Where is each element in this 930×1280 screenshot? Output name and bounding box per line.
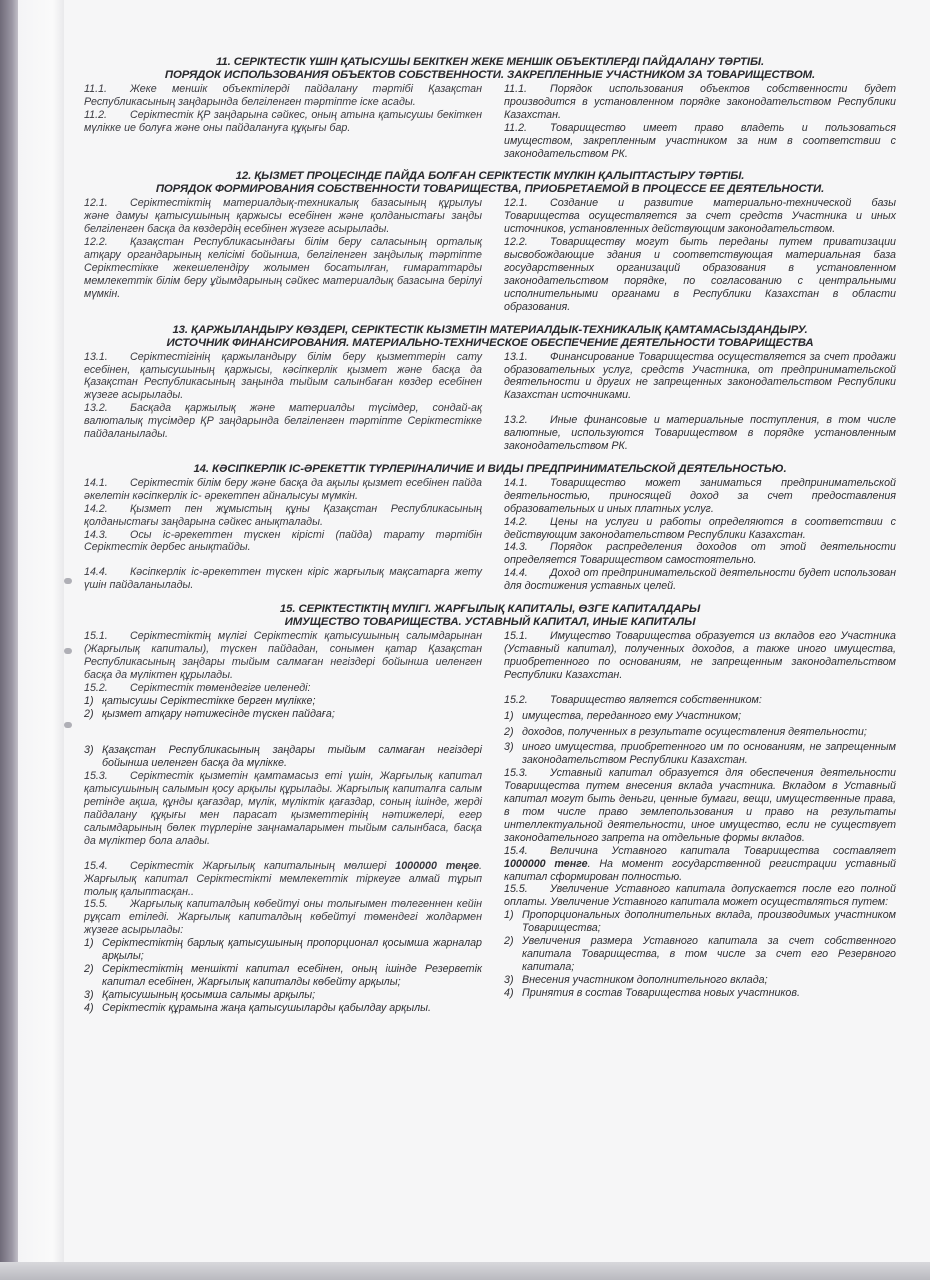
- clause-text: Пропорциональных дополнительных вклада, производимых участником Товарищества;: [522, 909, 896, 935]
- clause-number: 15.5.: [504, 883, 528, 896]
- column-kazakh: [84, 197, 482, 313]
- clause: [504, 630, 896, 682]
- clause-text: Серіктестік білім беру және басқа да ақылы қызмет есебінен пайда әкелетін кәсіпкерлік іс- әрекетпен айналысуы мүмкін.: [84, 476, 482, 502]
- clause: [84, 566, 482, 592]
- section-14: [84, 463, 896, 593]
- clause: [504, 83, 896, 122]
- clause: [504, 351, 896, 403]
- clause-text: Доход от предпринимательской деятельности будет использован для достижения уставных целей.: [504, 567, 896, 593]
- section-11: [84, 56, 896, 160]
- clause-text: Иные финансовые и материальные поступления, в том числе валютные, используются Товариществом в порядке установленным законодательством РК.: [504, 414, 896, 453]
- clause: [504, 694, 896, 707]
- clause-number: 15.4.: [84, 859, 108, 872]
- list-item: [504, 741, 896, 767]
- clause-number: 2): [504, 935, 514, 948]
- clause: [504, 567, 896, 593]
- clause-text: Товарищество имеет право владеть и пользоваться имуществом, закрепленным участником за ним в соответствии с законодательством РК.: [504, 121, 896, 160]
- list-item: [84, 744, 482, 770]
- section-15: [84, 603, 896, 1014]
- clause: [504, 516, 896, 542]
- section-title: 14. КӘСІПКЕРЛІК ІС-ӘРЕКЕТТІК ТҮРЛЕРІ/НАЛИЧИЕ И ВИДЫ ПРЕДПРИНИМАТЕЛЬСКОЙ ДЕЯТЕЛЬНОСТЬЮ.: [193, 462, 787, 475]
- clause: [84, 630, 482, 682]
- clause-text: Серіктестік төмендегіге иеленеді:: [130, 681, 311, 694]
- section-12: [84, 170, 896, 313]
- column-russian: [504, 630, 896, 1014]
- clause-number: 14.3.: [84, 528, 108, 541]
- document-content: [84, 56, 896, 1025]
- clause-number: 2): [84, 962, 94, 975]
- clause-text: иного имущества, приобретенного им по основаниям, не запрещенным законодательством Республики Казахстан.: [522, 741, 896, 767]
- list-item: [504, 710, 896, 723]
- clause: [84, 402, 482, 441]
- clause-number: 14.4.: [84, 566, 108, 579]
- clause-text: Увеличения размера Уставного капитала за счет собственного капитала Товарищества, в том числе за счет его Резервного капитала;: [522, 935, 896, 973]
- clause: [504, 845, 896, 884]
- clause: [504, 541, 896, 567]
- clause: [84, 529, 482, 555]
- clause-text: . На момент государственной регистрации уставный капитал сформирован полностью.: [504, 857, 896, 883]
- clause-text: Создание и развитие материально-технической базы Товарищества осуществляется за счет средств Участника и иных источников, установленных действующим законодательством.: [504, 197, 896, 236]
- list-item: [84, 963, 482, 989]
- clause-number: 14.2.: [84, 502, 108, 515]
- punch-hole-mark: [64, 578, 72, 584]
- clause: [504, 767, 896, 844]
- clause-number: 4): [84, 1001, 94, 1014]
- clause-number: 2): [84, 707, 94, 720]
- list-item: [504, 974, 896, 987]
- clause-text: Товарищество является собственником:: [550, 693, 762, 706]
- clause-text: Серіктестіктің барлық қатысушының пропорционал қосымша жарналар арқылы;: [102, 937, 482, 963]
- clause: [84, 682, 482, 695]
- clause-number: 1): [504, 909, 514, 922]
- clause-number: 1): [84, 694, 94, 707]
- clause-number: 13.1.: [504, 350, 528, 363]
- column-kazakh: [84, 630, 482, 1014]
- clause: [84, 83, 482, 109]
- clause-number: 13.2.: [84, 402, 108, 415]
- clause-text: . Жарғылық капитал Серіктестікті мемлекеттік тіркеуге алмай тұрып толық қалыптасқан..: [84, 859, 483, 898]
- clause-number: 1): [504, 709, 514, 722]
- clause-text: Кәсіпкерлік іс-әрекеттен түскен кіріс жарғылық мақсатарға жету үшін пайдаланылады.: [84, 566, 482, 592]
- clause-text: Увеличение Уставного капитала допускается после его полной оплаты. Увеличение Уставного капитала может осуществляться путем:: [504, 883, 896, 909]
- clause-number: 3): [84, 744, 94, 757]
- clause-text: Жеке меншік объектілерді пайдалану тәртібі Қазақстан Республикасының заңдарында белгіленген тәртіпте іске асады.: [84, 83, 482, 108]
- clause-text: қатысушы Серіктестікке берген мүлікке;: [102, 694, 316, 707]
- capital-amount: 1000000 теңге: [395, 859, 480, 872]
- column-russian: [504, 197, 896, 313]
- clause-text: Қызмет пен жұмыстың құны Қазақстан Республикасының қолданыстағы заңдарына сәйкес анықталады.: [84, 502, 482, 528]
- column-russian: [504, 351, 896, 453]
- clause-text: Цены на услуги и работы определяются в соответствии с действующим законодательством Республики Казахстан.: [504, 515, 896, 541]
- clause-number: 14.1.: [504, 476, 528, 489]
- clause: [84, 503, 482, 529]
- clause-text: қызмет атқару нәтижесінде түскен пайдаға;: [102, 707, 335, 720]
- clause-text: Қатысушының қосымша салымы арқылы;: [102, 988, 316, 1001]
- clause-number: 14.2.: [504, 515, 528, 528]
- clause-number: 12.1.: [504, 197, 528, 210]
- clause-text: Серіктестік қызметін қамтамасыз еті үшін, Жарғылық капитал қатысушының салымын қосу арқылы құрылады. Жарғылық капиталға салым ретінде ақша, құнды қағаздар, мүлік, мүліктік қағаздар, соның ішінде, жерді пайдалану құқығы мен парасат қызметтерінің нәтижелері, егер салымдарының бөлек түрлеріне заңнамаларымен тыйым салынбаса, басқа да мүліктер бола алады.: [84, 770, 482, 847]
- clause-number: 12.1.: [84, 197, 108, 210]
- section-title-kk: 13. ҚАРЖЫЛАНДЫРУ КӨЗДЕРІ, СЕРІКТЕСТІК КЫЗМЕТІН МАТЕРИАЛДЫК-ТЕХНИКАЛЫҚ ҚАМТАМАСЫЗДАНДЫРУ.: [172, 323, 808, 336]
- list-item: [84, 989, 482, 1002]
- clause-text: Уставный капитал образуется для обеспечения деятельности Товарищества путем внесения вклада участника. Вкладом в Уставный капитал могут быть деньги, ценные бумаги, вещи, имущественные права, в том числе право землепользования и право на результаты интеллектуальной деятельности, иное имущество, если не существует законодательного запрета на отдельные формы вкладов.: [504, 767, 896, 844]
- clause-text: Финансирование Товарищества осуществляется за счет продажи образовательных услуг, средств Участника, от предпринимательской деятельности и других не запрещенных законодательством Республики Казахстан источниками.: [504, 350, 896, 402]
- section-title-kk: 11. СЕРІКТЕСТІК ҮШІН ҚАТЫСУШЫ БЕКІТКЕН ЖЕКЕ МЕНШІК ОБЪЕКТІЛЕРДІ ПАЙДАЛАНУ ТӘРТІБІ.: [215, 56, 765, 68]
- binding-edge: [0, 0, 20, 1280]
- section-title-kk: 15. СЕРІКТЕСТІКТІҢ МҮЛІГІ. ЖАРҒЫЛЫҚ КАПИТАЛЫ, ӨЗГЕ КАПИТАЛДАРЫ: [279, 603, 701, 616]
- clause-number: 15.2.: [504, 693, 528, 706]
- clause-number: 3): [504, 741, 514, 754]
- section-title-ru: ПОРЯДОК ИСПОЛЬЗОВАНИЯ ОБЪЕКТОВ СОБСТВЕННОСТИ. ЗАКРЕПЛЕННЫЕ УЧАСТНИКОМ ЗА ТОВАРИЩЕСТВОМ.: [164, 69, 816, 81]
- clause-text: Серіктестіктің материалдық-техникалық базасының құрылуы және дамуы қатысушының қаржысы есебінен және қолданыстағы заңды белгіленген басқа да көздердің есебінен жүзеге асырылады.: [84, 197, 482, 236]
- clause: [84, 351, 482, 403]
- clause-number: 11.1.: [504, 83, 527, 95]
- clause-text: имущества, переданного ему Участником;: [522, 709, 742, 722]
- clause-text: Серіктестіктің мүлігі Серіктестік қатысушының салымдарынан (Жарғылық капиталы), түскен пайдадан, сонымен қатар Қазақстан Республикасының заңдары тыйым салмаған негіздері бойынша иеленген басқа да мүліктен құрылады.: [84, 630, 482, 681]
- clause-number: 2): [504, 725, 514, 738]
- clause-text: доходов, полученных в результате осуществления деятельности;: [522, 725, 867, 738]
- list-item: [84, 695, 482, 708]
- clause-text: Серіктестік ҚР заңдарына сәйкес, оның атына қатысушы бекіткен мүлікке ие болуға және оны пайдалануға құқығы бар.: [84, 108, 482, 134]
- clause-text: Қазақстан Республикасындағы білім беру саласының орталық атқару органдарының келісімі бойынша, белгіленген заңдылық тәртіпте Серіктестікке жекешелендіру жолымен босатылған, ғимараттарды мемлекеттік білім беру ұйымдарының сәйкес материалдық базасына берілуі мүмкін.: [84, 236, 482, 300]
- clause-number: 14.4.: [504, 567, 528, 580]
- punch-hole-mark: [64, 722, 72, 728]
- clause-number: 3): [84, 988, 94, 1001]
- clause: [84, 770, 482, 847]
- clause-text: Величина Уставного капитала Товарищества составляет: [550, 844, 896, 857]
- clause: [504, 883, 896, 909]
- punch-hole-mark: [64, 648, 72, 654]
- column-kazakh: [84, 477, 482, 593]
- clause: [84, 197, 482, 236]
- clause: [504, 414, 896, 453]
- clause-text: Серіктестік құрамына жаңа қатысушыларды қабылдау арқылы.: [102, 1001, 431, 1014]
- clause-number: 14.3.: [504, 541, 528, 554]
- clause-number: 15.1.: [84, 630, 108, 643]
- column-russian: [504, 477, 896, 593]
- list-item: [504, 726, 896, 739]
- clause: [504, 197, 896, 236]
- underlying-page-edge: [18, 0, 69, 1268]
- clause-number: 11.2.: [504, 121, 527, 134]
- clause: [504, 122, 896, 161]
- clause-number: 11.1.: [84, 83, 107, 95]
- clause-number: 13.1.: [84, 350, 108, 363]
- list-item: [504, 935, 896, 974]
- clause-text: Порядок использования объектов собственности будет производится в установленном порядке законодательством Республики Казахстан.: [504, 83, 896, 121]
- list-item: [84, 937, 482, 963]
- clause-text: Серіктестіктің меншікті капитал есебінен, оның ішінде Резерветік капитал есебінен, Жарғылық капиталды көбейту арқылы;: [102, 962, 482, 988]
- clause-text: Принятия в состав Товарищества новых участников.: [522, 986, 800, 999]
- column-russian: [504, 83, 896, 160]
- clause-number: 3): [504, 973, 514, 986]
- clause-number: 12.2.: [504, 236, 528, 249]
- clause: [504, 477, 896, 516]
- clause-number: 15.3.: [84, 770, 108, 783]
- clause: [84, 860, 482, 899]
- section-title-ru: ИСТОЧНИК ФИНАНСИРОВАНИЯ. МАТЕРИАЛЬНО-ТЕХНИЧЕСКОЕ ОБЕСПЕЧЕНИЕ ДЕЯТЕЛЬНОСТИ ТОВАРИЩЕСТВА: [166, 336, 814, 349]
- clause-text: Внесения участником дополнительного вклада;: [522, 973, 768, 986]
- column-kazakh: [84, 83, 482, 160]
- clause-number: 11.2.: [84, 108, 107, 121]
- bottom-shadow: [0, 1262, 930, 1280]
- list-item: [504, 909, 896, 935]
- section-13: [84, 324, 896, 453]
- clause-text: Товариществу могут быть переданы путем приватизации высвобождающие здания и соответствующая материальная база государственных организаций образования в установленном законодательством порядке, по согласованию с центральными исполнительными органами в Республики Казахстан в области образования.: [504, 236, 896, 313]
- clause: [84, 898, 482, 937]
- clause: [504, 236, 896, 313]
- section-title-ru: ПОРЯДОК ФОРМИРОВАНИЯ СОБСТВЕННОСТИ ТОВАРИЩЕСТВА, ПРИОБРЕТАЕМОЙ В ПРОЦЕССЕ ЕЕ ДЕЯТЕЛЬНОСТИ.: [155, 183, 825, 196]
- clause-number: 13.2.: [504, 414, 528, 427]
- column-kazakh: [84, 351, 482, 453]
- clause-number: 15.2.: [84, 681, 108, 694]
- clause-number: 15.1.: [504, 630, 528, 643]
- list-item: [84, 1002, 482, 1015]
- section-title-ru: ИМУЩЕСТВО ТОВАРИЩЕСТВА. УСТАВНЫЙ КАПИТАЛ, ИНЫЕ КАПИТАЛЫ: [284, 616, 696, 629]
- clause-number: 15.3.: [504, 767, 528, 780]
- list-item: [504, 987, 896, 1000]
- clause-text: Имущество Товарищества образуется из вкладов его Участника (Уставный капитал), полученных доходов, а также иного имущества, приобретенного по основаниям, не запрещенным законодательством Республики Казахстан.: [504, 630, 896, 681]
- clause-text: Товарищество может заниматься предпринимательской деятельностью, приносящей доход за счет предоставления образовательных и иных платных услуг.: [504, 476, 896, 515]
- clause-text: Жарғылық капиталдың көбейтуі оны толығымен төлегеннен кейін рұқсат етіледі. Жарғылық капиталдың көбейтуі төмендегі жолдармен жүзеге асырылады:: [84, 898, 482, 937]
- clause-text: Серіктестігінің қаржыландыру білім беру қызметтерін сату есебінен, қатысушының қаржысы, кәсіпкерлік қызмет және басқа да Қазақстан Республикасының заңында тыйым салынбаған көздер есебінен жүзеге асырылады.: [84, 350, 482, 402]
- list-item: [84, 708, 482, 721]
- clause-number: 4): [504, 986, 514, 999]
- clause-text: Басқада қаржылық және материалды түсімдер, сондай-ақ валюталық түсімдер ҚР заңдарында белгіленген тәртіпте Серіктестікке пайдаланылады.: [84, 402, 482, 441]
- clause-number: 15.4.: [504, 844, 528, 857]
- clause-text: Осы іс-әрекеттен түскен кірісті (пайда) тарату тәртібін Серіктестік дербес анықтайды.: [84, 528, 482, 554]
- section-title-kk: 12. ҚЫЗМЕТ ПРОЦЕСІНДЕ ПАЙДА БОЛҒАН СЕРІКТЕСТІК МҮЛКІН ҚАЛЫПТАСТЫРУ ТӘРТІБІ.: [235, 170, 745, 183]
- capital-amount: 1000000 тенге: [504, 857, 588, 870]
- clause: [84, 477, 482, 503]
- clause: [84, 236, 482, 301]
- clause: [84, 109, 482, 135]
- clause-text: Қазақстан Республикасының заңдары тыйым салмаған негіздері бойынша иеленген басқа да мүлікке.: [102, 744, 482, 770]
- clause-number: 14.1.: [84, 476, 108, 489]
- clause-number: 15.5.: [84, 898, 108, 911]
- clause-number: 1): [84, 937, 94, 950]
- clause-text: Серіктестік Жарғылық капиталының мөлшері: [130, 859, 396, 872]
- clause-number: 12.2.: [84, 236, 108, 249]
- clause-text: Порядок распределения доходов от этой деятельности определяется Товариществом самостоятельно.: [504, 541, 896, 567]
